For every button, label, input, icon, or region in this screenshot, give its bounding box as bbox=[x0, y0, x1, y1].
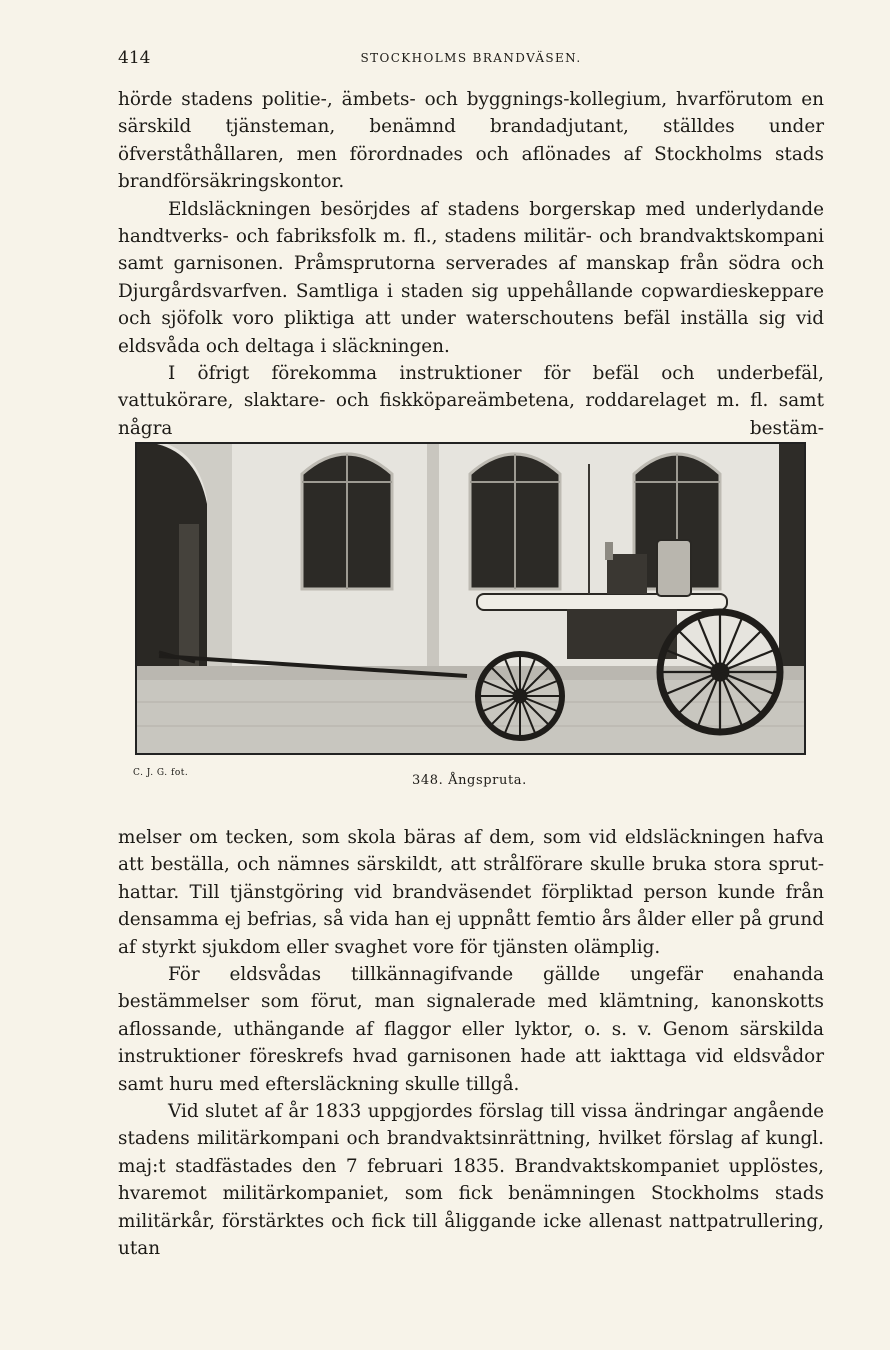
paragraph: Eldsläckningen besörjdes af stadens borgerskap med underlydande handtverks- och fabriksfolk m. fl., stadens militär- och brandvaktskompani samt garnisonen. Pråmsprutorna serverades af manskap från södra och Djurgårdsvarfven. Samtliga i staden sig uppehållande copwardieskeppare och sjöfolk voro pliktiga att under waterschoutens befäl inställa sig vid eldsvåda och deltaga i släckningen. bbox=[118, 198, 824, 357]
text-block-bottom bbox=[118, 824, 824, 1263]
running-title: STOCKHOLMS BRANDVÄSEN. bbox=[360, 51, 582, 65]
paragraph: I öfrigt förekomma instruktioner för befäl och underbefäl, vattukörare, slaktare- och fiskköpareämbetena, roddarelaget m. fl. samt några bestäm- bbox=[118, 363, 824, 439]
text-block-top bbox=[118, 86, 824, 442]
page-header bbox=[118, 48, 824, 70]
paragraph: För eldsvådas tillkännagifvande gällde ungefär enahanda bestämmelser som förut, man signalerade med klämtning, kanonskotts aflossande, uthängande af flaggor eller lyktor, o. s. v. Genom särskilda instruktioner föreskrefs hvad garnisonen hade att iakttaga vid eldsvådor samt huru med eftersläckning skulle tillgå. bbox=[118, 964, 824, 1095]
paragraph: melser om tecken, som skola bäras af dem, som vid eldsläckningen hafva att beställa, och nämnes särskildt, att strålförare skulle bruka stora sprut-hattar. Till tjänstgöring vid brandväsendet förpliktad person kunde från densamma ej befrias, så vida han ej uppnått femtio års ålder eller på grund af styrkt sjukdom eller svaghet vore för tjänsten olämplig. bbox=[118, 827, 824, 958]
page-number: 414 bbox=[118, 48, 151, 68]
paragraph: hörde stadens politie-, ämbets- och byggnings-kollegium, hvarförutom en särskild tjänsteman, benämnd brandadjutant, ställdes under öfverståthållaren, men förordnades och aflönades af Stockholms stads brandförsäkringskontor. bbox=[118, 89, 824, 193]
paragraph: Vid slutet af år 1833 uppgjordes förslag till vissa ändringar angående stadens militärkompani och brandvaktsinrättning, hvilket förslag af kungl. maj:t stadfästades den 7 februari 1835. Brandvaktskompaniet upplöstes, hvaremot militärkompaniet, som fick benämningen Stockholms stads militärkår, förstärktes och fick till åliggande icke allenast nattpatrullering, utan bbox=[118, 1101, 824, 1260]
figure-caption: 348. Ångspruta. bbox=[412, 773, 527, 788]
steam-fire-engine-photo bbox=[137, 444, 804, 753]
figure-photograph bbox=[135, 442, 806, 755]
photo-credit: C. J. G. fot. bbox=[133, 768, 189, 778]
